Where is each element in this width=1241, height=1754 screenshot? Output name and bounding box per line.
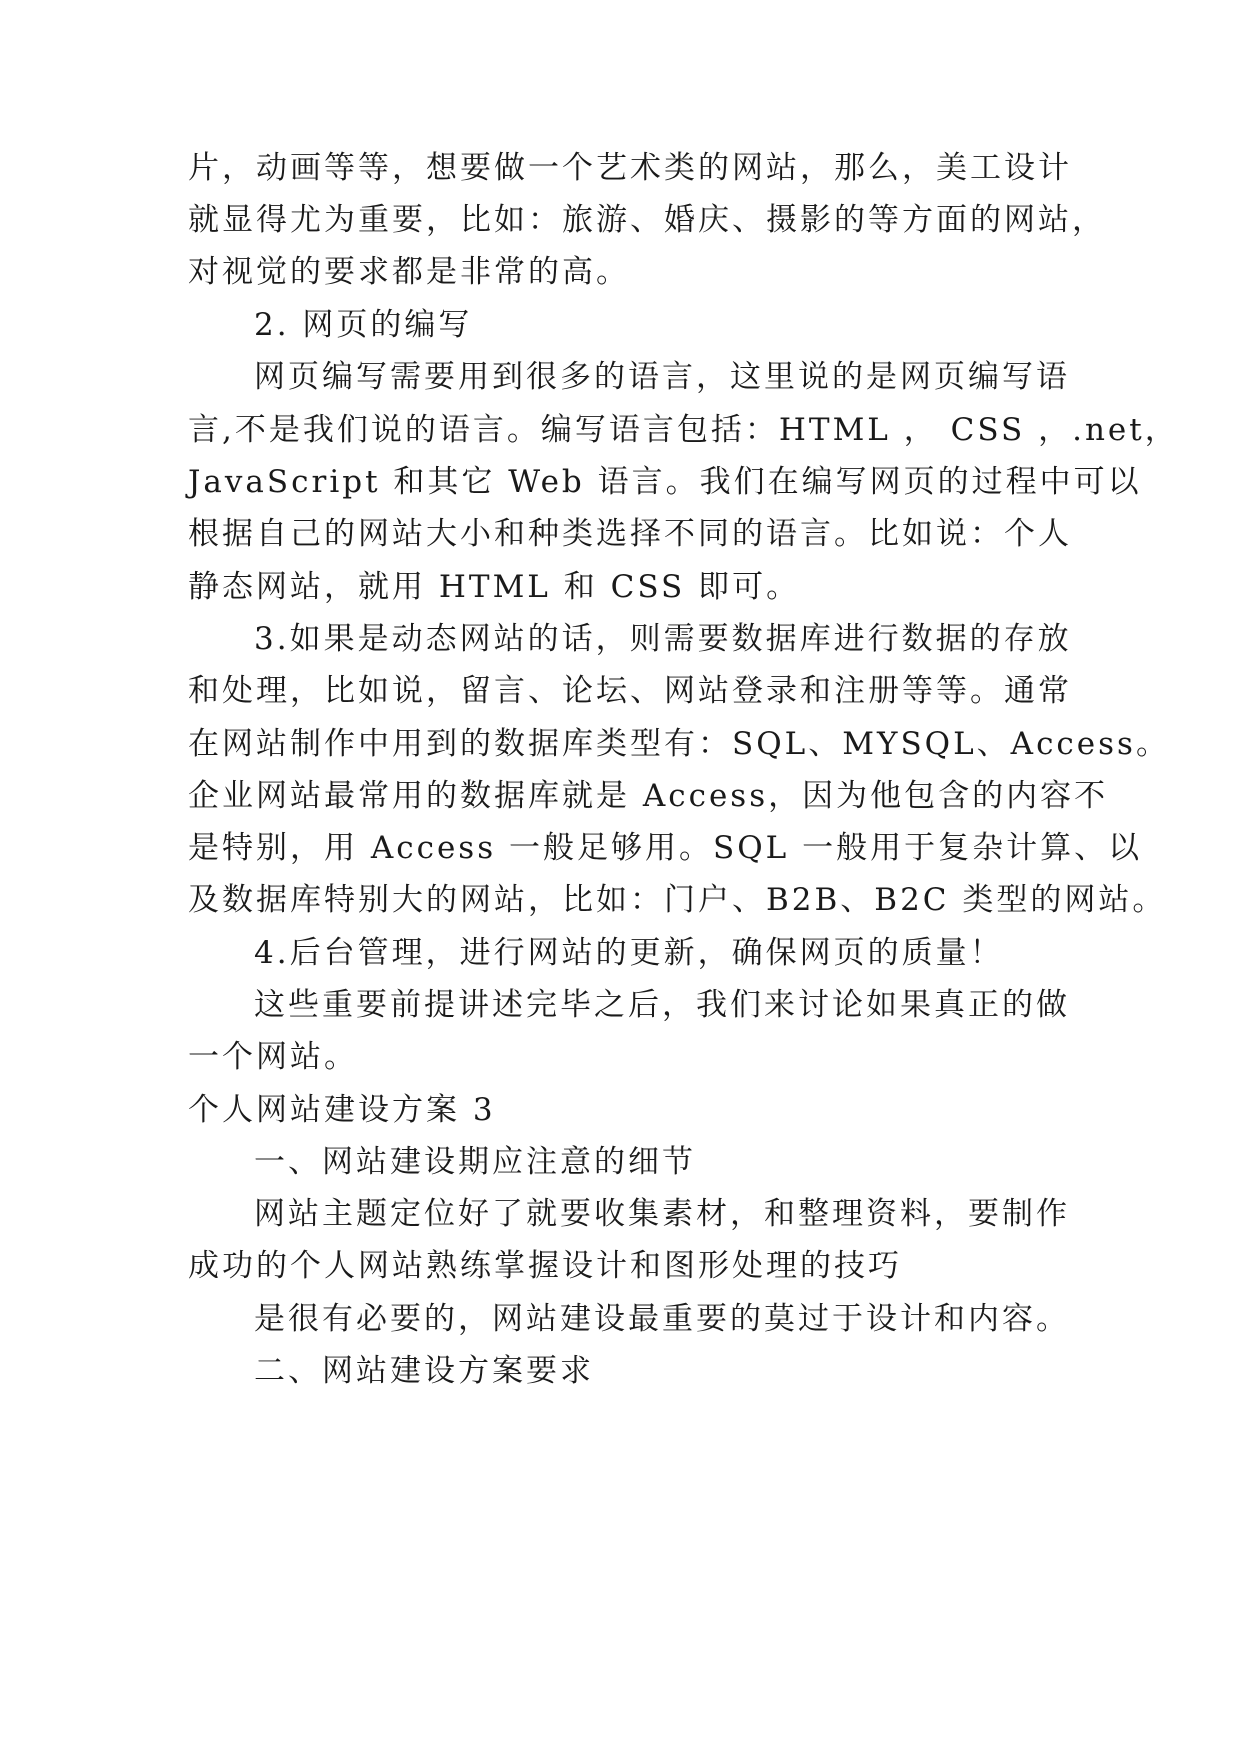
text-line: 企业网站最常用的数据库就是 Access，因为他包含的内容不 (188, 778, 1109, 814)
text-line: 静态网站，就用 HTML 和 CSS 即可。 (188, 569, 801, 605)
text-line: 根据自己的网站大小和种类选择不同的语言。比如说：个人 (188, 516, 1072, 552)
text-line: 3.如果是动态网站的话，则需要数据库进行数据的存放 (254, 621, 1072, 657)
text-line: 及数据库特别大的网站，比如：门户、B2B、B2C 类型的网站。 (188, 882, 1167, 918)
text-line: 这些重要前提讲述完毕之后，我们来讨论如果真正的做 (254, 987, 1070, 1023)
text-line: 在网站制作中用到的数据库类型有：SQL、MYSQL、Access。 (188, 726, 1170, 762)
text-line: 一个网站。 (188, 1039, 358, 1075)
section-title: 个人网站建设方案 3 (188, 1092, 496, 1128)
text-line: 网站主题定位好了就要收集素材，和整理资料，要制作 (254, 1196, 1070, 1232)
text-line: 对视觉的要求都是非常的高。 (188, 254, 630, 290)
section-heading: 2. 网页的编写 (254, 307, 473, 343)
section-heading: 二、网站建设方案要求 (254, 1353, 594, 1389)
text-line: 网页编写需要用到很多的语言，这里说的是网页编写语 (254, 359, 1070, 395)
text-line: 4.后台管理，进行网站的更新，确保网页的质量！ (254, 935, 1004, 971)
text-line: 成功的个人网站熟练掌握设计和图形处理的技巧 (188, 1248, 902, 1284)
text-line: 是特别，用 Access 一般足够用。SQL 一般用于复杂计算、以 (188, 830, 1143, 866)
text-line: 是很有必要的，网站建设最重要的莫过于设计和内容。 (254, 1301, 1070, 1337)
section-heading: 一、网站建设期应注意的细节 (254, 1144, 696, 1180)
text-line: 片，动画等等，想要做一个艺术类的网站，那么，美工设计 (188, 150, 1072, 186)
text-line: JavaScript 和其它 Web 语言。我们在编写网页的过程中可以 (188, 464, 1142, 500)
text-line: 言,不是我们说的语言。编写语言包括：HTML ， CSS ，.net， (188, 412, 1179, 448)
text-line: 和处理，比如说，留言、论坛、网站登录和注册等等。通常 (188, 673, 1072, 709)
text-line: 就显得尤为重要，比如：旅游、婚庆、摄影的等方面的网站， (188, 202, 1106, 238)
